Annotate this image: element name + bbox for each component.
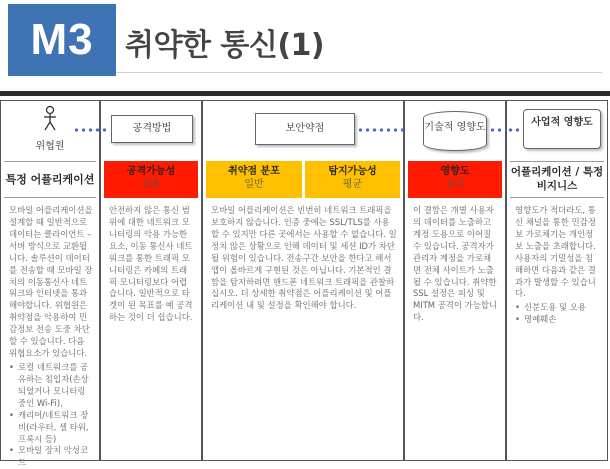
impact-level: 심각 <box>445 179 465 190</box>
list-item: • 로컬 네트워크를 공유하는 침입자(손상되었거나 모니터링중인 Wi-Fi), <box>9 362 93 410</box>
module-badge: M3 <box>8 4 116 76</box>
business-impact-list <box>515 302 601 326</box>
threat-agent-label: 위협원 <box>35 141 65 152</box>
threat-agent-text: 모바일 어플리케이션을 설계할 때 일반적으로 데이터는 클라이언트 – 서버 방식으로 교환됩니다. 솔루션이 데이터를 전송할 때 모바일 장치의 이동통신사 네트워크와 인터넷을 통과해야합니다. 위협원은 취약점을 악용하여 민감정보 전송 도중 차단할 수 있습니다. 다음 위협요소가 있습니다. <box>9 205 93 359</box>
business-impact-box <box>523 109 601 149</box>
flow-dots <box>489 128 507 132</box>
prevalence-level: 일반 <box>244 179 264 190</box>
heading-specific-app: 특정 어플리케이션 <box>5 173 95 186</box>
security-weakness-label: 보안약점 <box>285 123 325 134</box>
heading-business: 어플리케이션 / 특정 비지니스 <box>510 166 604 192</box>
business-impact-header <box>507 101 607 158</box>
list-item: • 모바일 장치 악성코드 <box>9 445 93 469</box>
heading-prevalence: 취약점 분포 <box>228 166 280 177</box>
column-body <box>211 205 397 454</box>
detectability-level: 평균 <box>342 179 363 190</box>
security-weakness-header <box>203 101 403 158</box>
header-band <box>0 91 610 96</box>
attack-vector-text: 안전하지 않은 통신 범위에 대한 네트워크 모니터링의 악용 가능한 요소, 이동 통신사 네트워크를 통한 트래픽 모니터링은 카페의 트래픽 모니터링보다 어렵습니다. 일반적으로 타겟이 된 목표를 예 공격하는 것이 더 쉽습니다. <box>109 205 193 323</box>
security-weakness-arrow <box>255 113 355 145</box>
column-business-impact <box>506 100 608 461</box>
person-icon <box>42 105 58 131</box>
risk-table <box>0 100 610 468</box>
column-body <box>109 205 195 454</box>
heading-detectability: 탐지가능성 <box>328 166 377 177</box>
column-technical-impact <box>404 100 506 461</box>
technical-impact-header <box>405 101 505 158</box>
threat-agent-list <box>9 362 93 469</box>
column-body <box>9 205 93 468</box>
exploitability-level: 쉬움 <box>141 179 161 190</box>
technical-impact-label: 기술적 영향도 <box>424 122 486 133</box>
title-divider <box>116 72 602 73</box>
business-impact-label: 사업적 영향도 <box>531 117 593 128</box>
list-item: • 신분도용 및 오용 <box>515 302 601 314</box>
column-heading <box>510 161 604 198</box>
technical-impact-text: 이 결함은 개별 사용자의 데이터를 노출하고 계정 도용으로 이어질 수 있습니다. 공격자가 관리자 계정을 가로채면 전체 사이트가 노출될 수 있습니다. 취약한 SSL 설정은 피싱 및 MITM 공격이 가능합니다. <box>413 205 497 323</box>
column-heading <box>206 161 302 198</box>
attack-vector-header <box>101 101 201 158</box>
security-weakness-text: 모바일 어플리케이션은 빈번히 네트워크 트래픽을 보호하지 않습니다. 인증 중에는 SSL/TLS를 사용할 수 있지만 다른 곳에서는 사용할 수 없습니다. 일정치 않은 상황으로 인해 데이터 및 세션 ID가 차단될 위험이 있습니다. 전송구간 보안을 한다고 해서 앱이 올바르게 구현된 것은 아닙니다. 기본적인 결함을 탐지하려면 핸드폰 네트워크 트래픽을 관찰하십시오. 더 상세한 취약점은 어플리케이션 및 어플리케이션 내 및 설정을 확인해야 합니다. <box>211 205 397 311</box>
list-item: • 캐리어/네트워크 장비(라우터, 셀 타워, 프록시 등) <box>9 410 93 446</box>
column-heading <box>4 161 96 198</box>
flow-dots <box>507 128 521 132</box>
column-heading <box>305 161 400 198</box>
flow-dots <box>357 128 405 132</box>
technical-impact-cylinder <box>423 111 487 151</box>
list-item: • 명예훼손 <box>515 314 601 326</box>
column-heading <box>408 161 502 198</box>
business-impact-text: 영향도가 적더라도, 통신 채널을 통한 민감정보 가로채기는 개인정보 노출을 초래합니다. 사용자의 기밀성을 침해하면 다음과 같은 결과가 발생할 수 있습니다. <box>515 205 596 299</box>
flow-dots <box>101 128 109 132</box>
page-title: 취약한 통신(1) <box>125 28 325 63</box>
column-heading <box>104 161 198 198</box>
column-attack-vector <box>100 100 202 461</box>
heading-exploitability: 공격가능성 <box>126 166 176 177</box>
column-security-weakness <box>202 100 404 461</box>
column-body <box>413 205 499 454</box>
flow-dots <box>73 128 101 132</box>
threat-agent-header <box>1 101 99 158</box>
attack-method-label: 공격방법 <box>132 123 172 134</box>
column-body <box>515 205 601 454</box>
heading-impact: 영향도 <box>440 166 470 177</box>
attack-method-arrow <box>111 115 193 143</box>
column-threat-agent <box>0 100 100 468</box>
